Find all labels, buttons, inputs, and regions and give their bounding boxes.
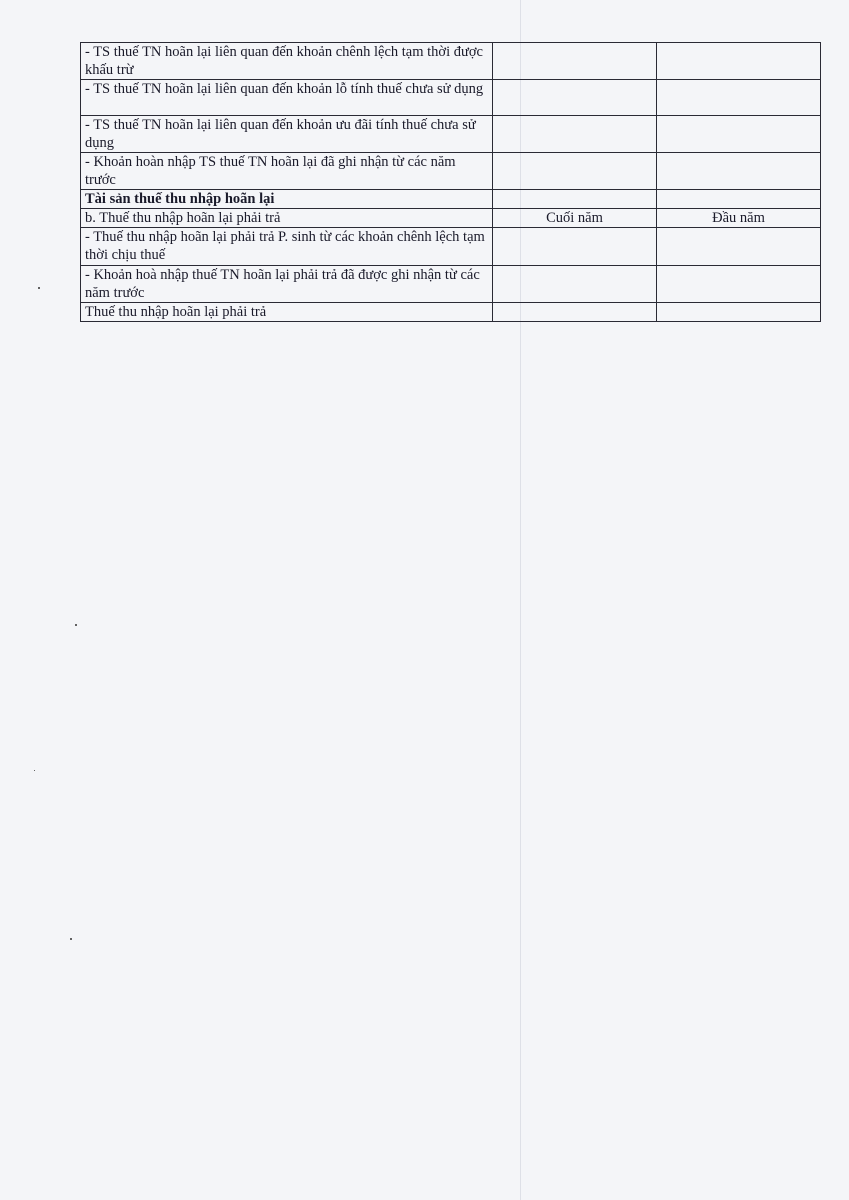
value-cell-start <box>657 266 821 303</box>
table-row <box>81 43 821 80</box>
column-header-end: Cuối năm <box>493 209 657 228</box>
value-cell-end <box>493 228 657 266</box>
scan-speck <box>75 624 77 626</box>
scan-speck <box>34 770 35 771</box>
table-row <box>81 153 821 190</box>
row-label: - TS thuế TN hoãn lại liên quan đến khoản ưu đãi tính thuế chưa sử dụng <box>81 116 493 153</box>
total-label: Tài sản thuế thu nhập hoãn lại <box>81 190 493 209</box>
table-total-row <box>81 303 821 322</box>
table-row <box>81 228 821 266</box>
value-cell-end <box>493 266 657 303</box>
section-header-row <box>81 209 821 228</box>
table-row <box>81 266 821 303</box>
scan-speck <box>70 938 72 940</box>
value-cell-start <box>657 80 821 116</box>
table-row <box>81 116 821 153</box>
row-label: - Khoản hoà nhập thuế TN hoãn lại phải trả đã được ghi nhận từ các năm trước <box>81 266 493 303</box>
column-header-start: Đầu năm <box>657 209 821 228</box>
total-value-end <box>493 190 657 209</box>
value-cell-end <box>493 80 657 116</box>
total-label: Thuế thu nhập hoãn lại phải trả <box>81 303 493 322</box>
value-cell-start <box>657 43 821 80</box>
value-cell-start <box>657 153 821 190</box>
row-label: - TS thuế TN hoãn lại liên quan đến khoản chênh lệch tạm thời được khấu trừ <box>81 43 493 80</box>
row-label: - TS thuế TN hoãn lại liên quan đến khoản lỗ tính thuế chưa sử dụng <box>81 80 493 116</box>
section-title: b. Thuế thu nhập hoãn lại phải trả <box>81 209 493 228</box>
table-total-row <box>81 190 821 209</box>
value-cell-start <box>657 116 821 153</box>
value-cell-end <box>493 116 657 153</box>
value-cell-end <box>493 153 657 190</box>
value-cell-end <box>493 43 657 80</box>
total-value-end <box>493 303 657 322</box>
deferred-tax-table <box>80 42 821 322</box>
table-row <box>81 80 821 116</box>
value-cell-start <box>657 228 821 266</box>
scan-speck <box>38 287 40 289</box>
total-value-start <box>657 190 821 209</box>
total-value-start <box>657 303 821 322</box>
row-label: - Thuế thu nhập hoãn lại phải trả P. sinh từ các khoản chênh lệch tạm thời chịu thuế <box>81 228 493 266</box>
row-label: - Khoản hoàn nhập TS thuế TN hoãn lại đã ghi nhận từ các năm trước <box>81 153 493 190</box>
